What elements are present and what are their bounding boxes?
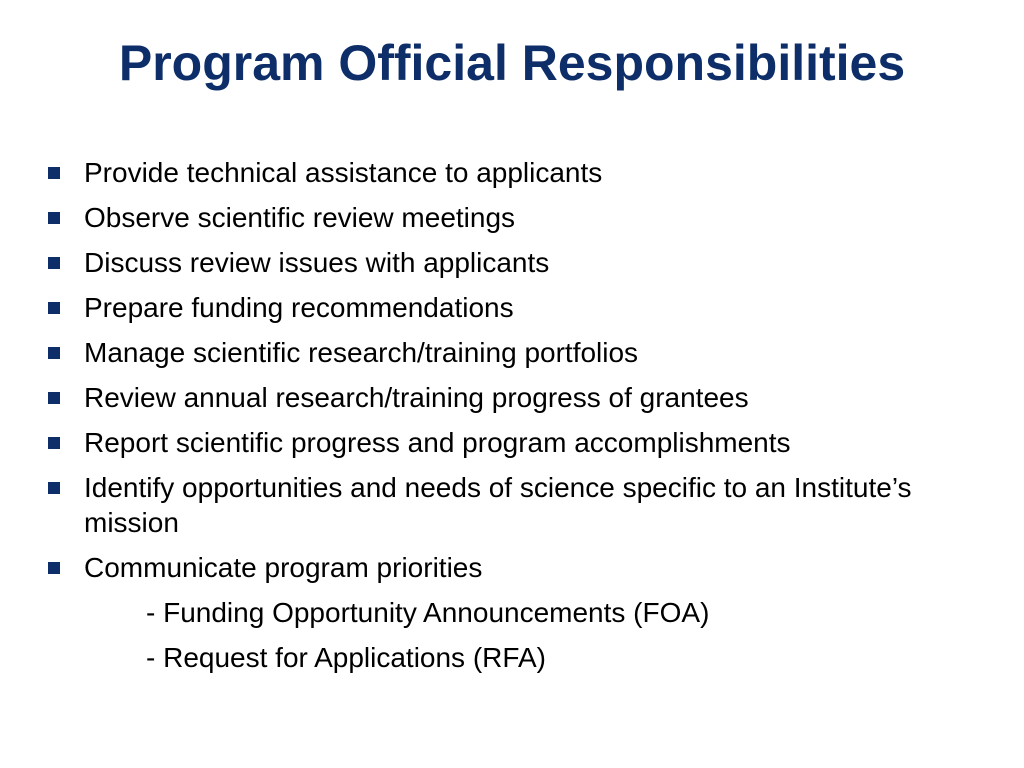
bullet-item bbox=[46, 380, 986, 415]
bullet-item bbox=[46, 200, 986, 235]
bullet-item bbox=[46, 290, 986, 325]
square-bullet-icon bbox=[48, 167, 60, 179]
square-bullet-icon bbox=[48, 482, 60, 494]
bullet-text: Report scientific progress and program accomplishments bbox=[84, 427, 791, 458]
bullet-text: Communicate program priorities bbox=[84, 552, 483, 583]
bullet-item bbox=[46, 335, 986, 370]
bullet-item bbox=[46, 245, 986, 280]
bullet-text: Provide technical assistance to applicants bbox=[84, 157, 603, 188]
bullet-text: Review annual research/training progress of grantees bbox=[84, 382, 749, 413]
square-bullet-icon bbox=[48, 347, 60, 359]
bullet-list bbox=[46, 155, 986, 685]
bullet-text: Observe scientific review meetings bbox=[84, 202, 516, 233]
bullet-item bbox=[46, 155, 986, 190]
bullet-item bbox=[46, 425, 986, 460]
square-bullet-icon bbox=[48, 392, 60, 404]
bullet-item bbox=[46, 470, 986, 540]
square-bullet-icon bbox=[48, 302, 60, 314]
square-bullet-icon bbox=[48, 257, 60, 269]
sub-item: - Funding Opportunity Announcements (FOA) bbox=[146, 597, 710, 628]
slide-title: Program Official Responsibilities bbox=[118, 35, 906, 91]
bullet-item bbox=[46, 550, 986, 585]
square-bullet-icon bbox=[48, 437, 60, 449]
bullet-text: Manage scientific research/training portfolios bbox=[84, 337, 639, 368]
bullet-text: Identify opportunities and needs of science specific to an Institute’s mission bbox=[84, 472, 912, 538]
bullet-text: Discuss review issues with applicants bbox=[84, 247, 550, 278]
bullet-text: Prepare funding recommendations bbox=[84, 292, 514, 323]
square-bullet-icon bbox=[48, 212, 60, 224]
square-bullet-icon bbox=[48, 562, 60, 574]
sub-item: - Request for Applications (RFA) bbox=[146, 642, 546, 673]
